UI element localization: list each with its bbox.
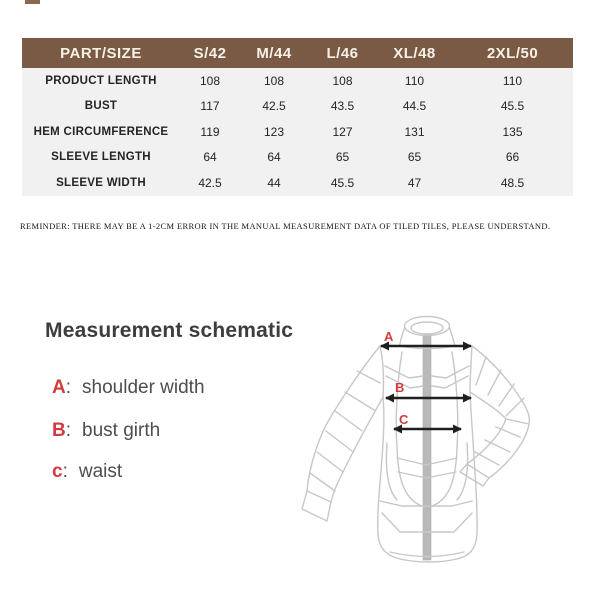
cell-value: 131 — [404, 124, 425, 139]
collar-inner — [411, 322, 443, 334]
cell-value: 43.5 — [330, 99, 355, 114]
size-table — [22, 38, 573, 196]
cell-value: 44.5 — [402, 99, 427, 114]
legend-separator: : — [65, 377, 72, 398]
row-label: PRODUCT LENGTH — [45, 74, 157, 87]
cell-value: 117 — [200, 99, 220, 114]
legend-key: c — [52, 461, 63, 482]
cell-value: 127 — [332, 124, 353, 139]
header-cell-l46: L/46 — [326, 44, 359, 62]
diagram-label-a: A — [384, 329, 394, 344]
row-label: SLEEVE WIDTH — [56, 176, 146, 189]
cell-value: 64 — [267, 150, 281, 165]
cell-value: 64 — [203, 150, 217, 165]
reminder-text: REMINDER: THERE MAY BE A 1-2CM ERROR IN THE MANUAL MEASUREMENT DATA OF TILED TILES, PLEASE UNDERSTAND. — [20, 221, 551, 231]
legend-key: B — [52, 420, 66, 441]
cell-value: 42.5 — [262, 99, 286, 114]
table-row-product-length — [22, 68, 573, 94]
cell-value: 108 — [332, 73, 353, 88]
cell-value: 135 — [502, 124, 523, 139]
legend-label: bust girth — [82, 420, 161, 441]
cell-value: 42.5 — [198, 175, 222, 190]
header-cell-2xl50: 2XL/50 — [486, 44, 539, 62]
legend-key: A — [52, 377, 66, 398]
cell-value: 47 — [407, 175, 422, 190]
cell-value: 108 — [199, 73, 221, 88]
legend-label: shoulder width — [82, 377, 205, 398]
legend-item-waist — [52, 461, 122, 483]
legend-separator: : — [65, 420, 72, 441]
cell-value: 45.5 — [330, 175, 355, 190]
header-cell-part-size: PART/SIZE — [60, 44, 142, 62]
coat-measurement-diagram — [300, 288, 600, 600]
row-label: HEM CIRCUMFERENCE — [33, 125, 169, 138]
cell-value: 45.5 — [500, 99, 525, 114]
cell-value: 65 — [407, 150, 422, 165]
cell-value: 119 — [200, 124, 220, 139]
table-row-hem-circumference — [22, 119, 573, 145]
cell-value: 108 — [263, 73, 285, 88]
zipper-band — [423, 334, 431, 560]
cell-value: 110 — [502, 73, 523, 88]
header-cell-s42: S/42 — [193, 44, 227, 62]
corner-mark — [25, 0, 40, 4]
cell-value: 66 — [505, 150, 520, 165]
coat-outline — [302, 317, 529, 563]
table-row-sleeve-length — [22, 145, 573, 171]
diagram-label-c: C — [399, 412, 409, 427]
row-label: BUST — [84, 100, 118, 113]
diagram-label-b: B — [395, 380, 405, 395]
legend-separator: : — [62, 461, 68, 482]
cell-value: 123 — [263, 124, 285, 139]
row-label: SLEEVE LENGTH — [51, 151, 151, 164]
table-row-sleeve-width — [22, 170, 573, 196]
legend-item-bust-girth — [52, 420, 160, 442]
table-row-bust — [22, 94, 573, 120]
cell-value: 44 — [267, 175, 281, 190]
legend-label: waist — [78, 461, 123, 482]
cell-value: 48.5 — [500, 175, 525, 190]
cell-value: 110 — [404, 73, 425, 88]
legend-item-shoulder-width — [52, 377, 205, 399]
header-cell-m44: M/44 — [256, 44, 292, 62]
header-cell-xl48: XL/48 — [393, 44, 436, 62]
cell-value: 65 — [335, 150, 350, 165]
size-table-header-row — [22, 38, 573, 68]
schematic-title: Measurement schematic — [45, 319, 294, 342]
